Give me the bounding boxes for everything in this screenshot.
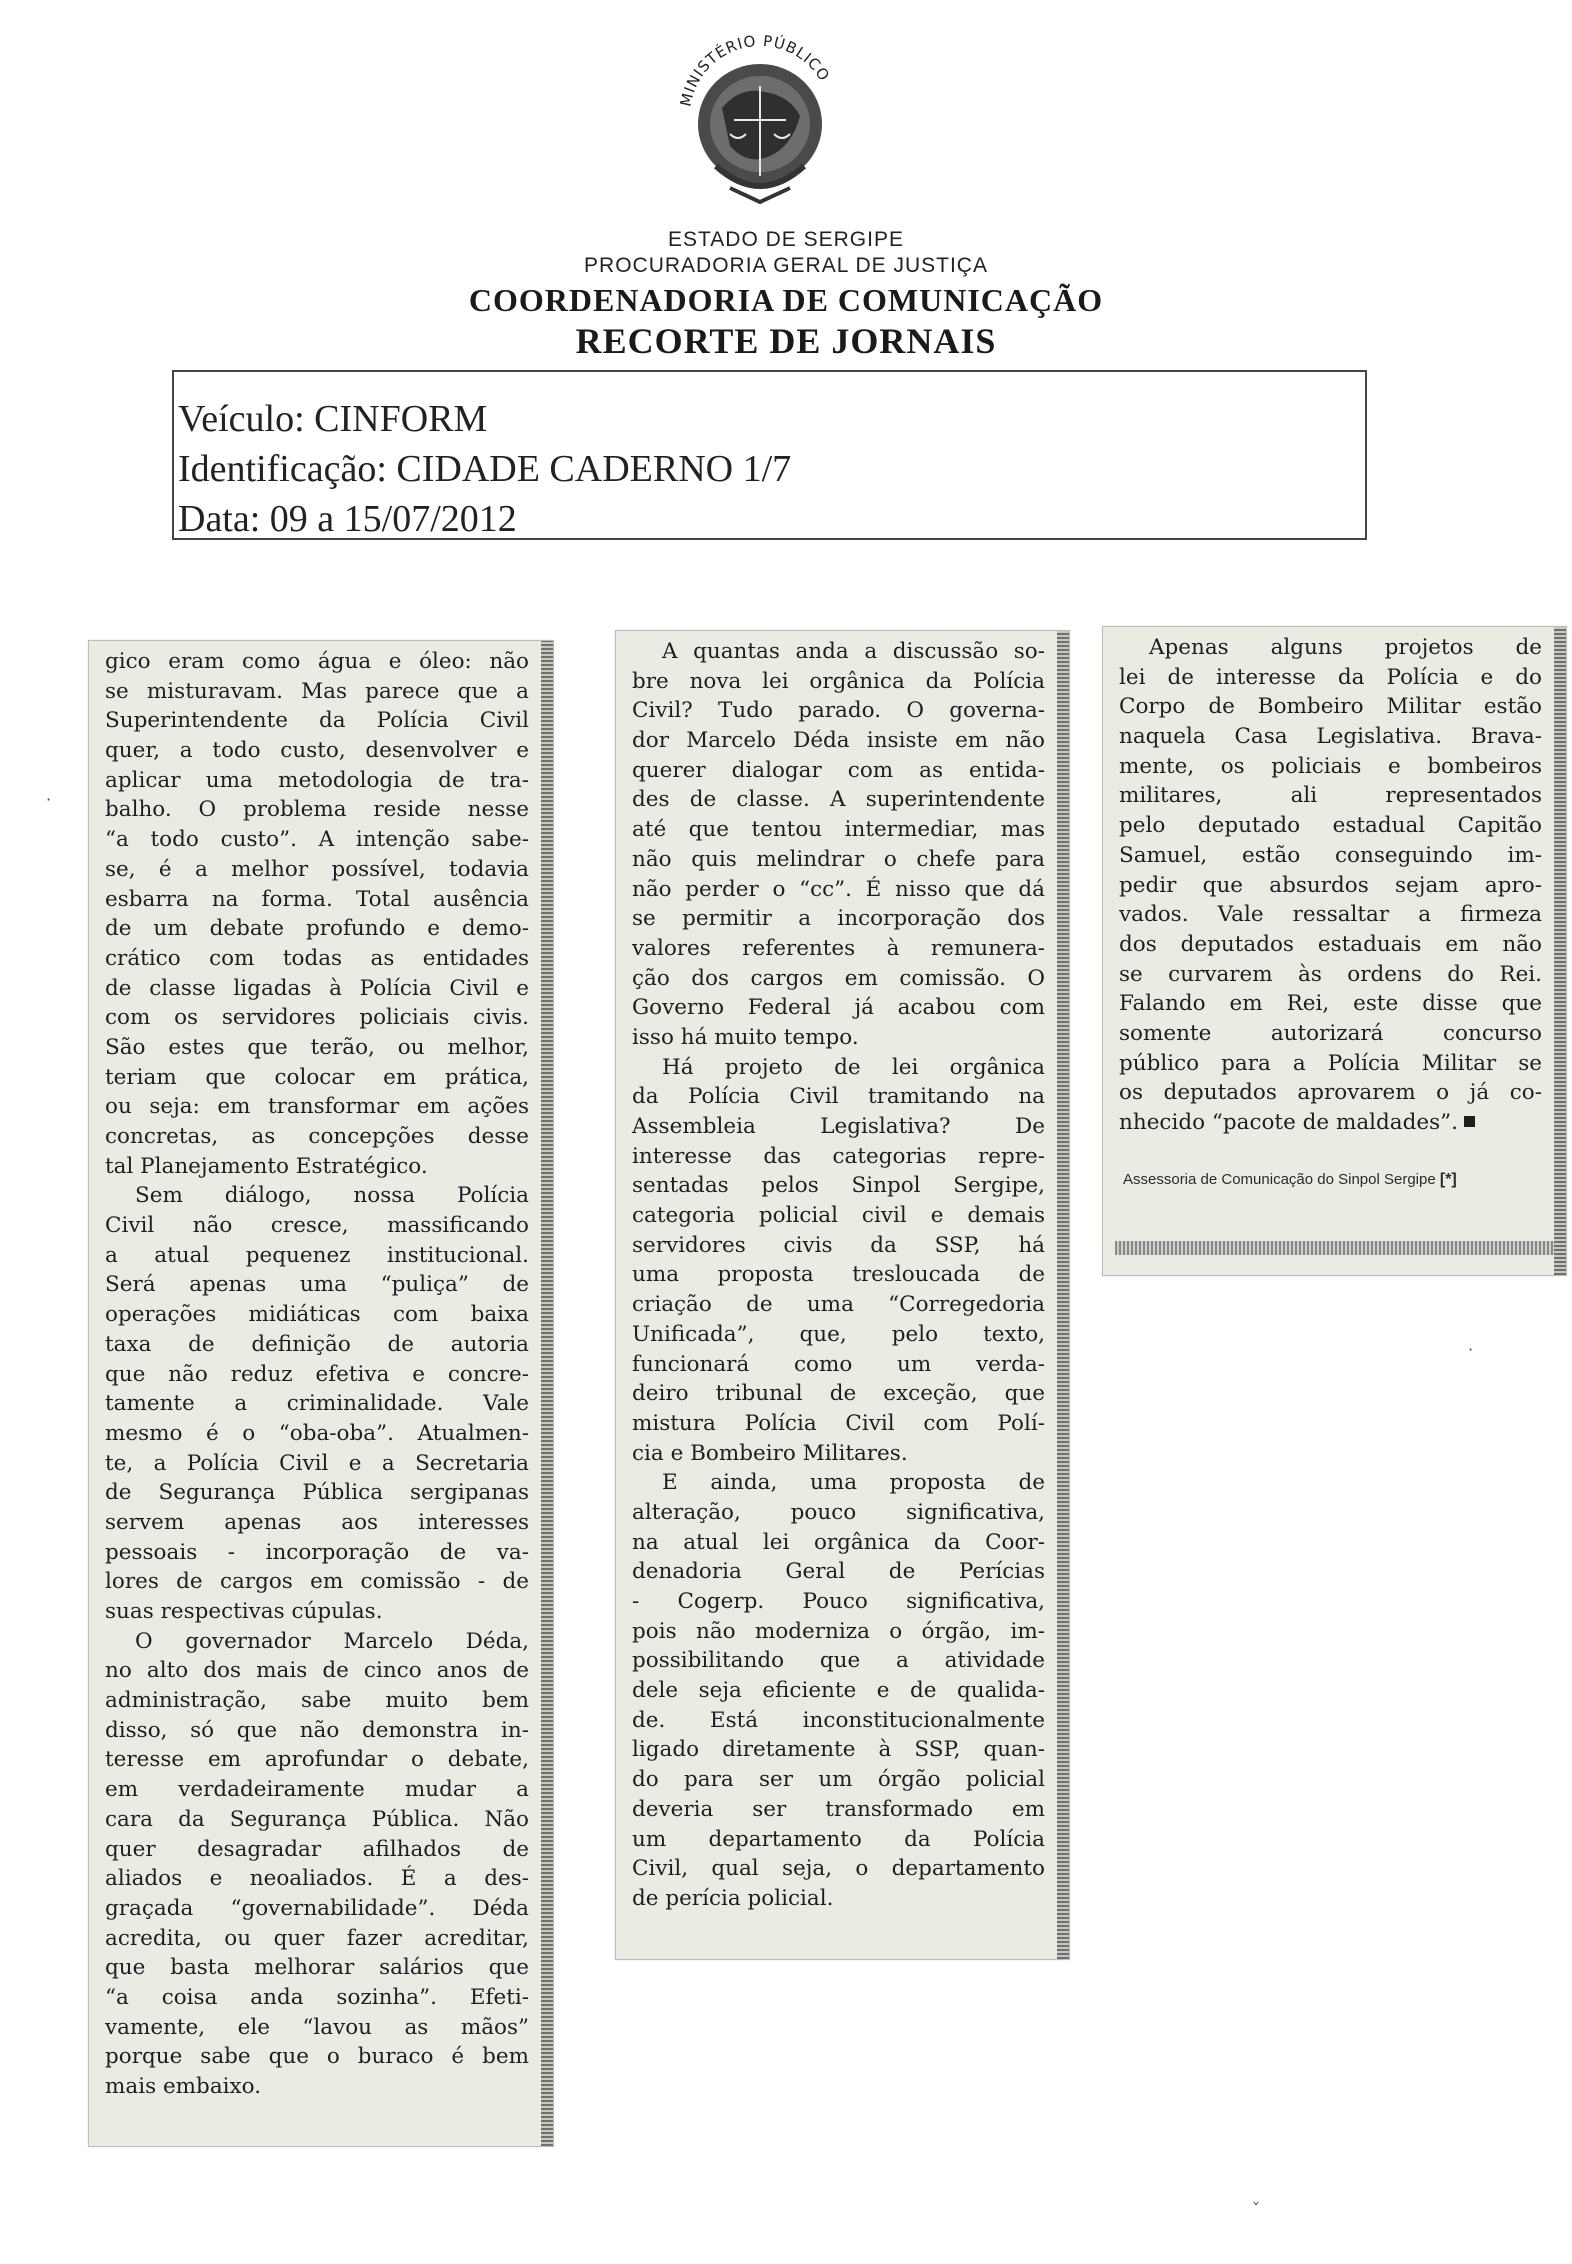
article-line: acredita, ou quer fazer acreditar,: [105, 1925, 529, 1951]
article-line: com os servidores policiais civis.: [105, 1005, 529, 1031]
article-line: E ainda, uma proposta de: [662, 1470, 1045, 1496]
article-line: vados. Vale ressaltar a firmeza: [1119, 902, 1542, 928]
article-line: interesse das categorias repre-: [632, 1143, 1045, 1169]
end-of-article-mark: [1464, 1116, 1475, 1127]
article-line: vamente, ele “lavou as mãos”: [105, 2014, 529, 2040]
article-line: da Polícia Civil tramitando na: [632, 1084, 1045, 1110]
article-column-3: [1102, 626, 1567, 1276]
article-line: se, é a melhor possível, todavia: [105, 856, 529, 882]
article-line: servem apenas aos interesses: [105, 1509, 529, 1535]
article-line: deiro tribunal de exceção, que: [632, 1381, 1045, 1407]
article-line: des de classe. A superintendente: [632, 787, 1045, 813]
article-line: alteração, pouco significativa,: [632, 1499, 1045, 1525]
article-line: sentadas pelos Sinpol Sergipe,: [632, 1173, 1045, 1199]
article-line: concretas, as concepções desse: [105, 1124, 529, 1149]
article-line: mais embaixo.: [105, 2074, 262, 2099]
article-line: dele seja eficiente e de qualida-: [632, 1678, 1045, 1704]
article-line: de um debate profundo e demo-: [105, 916, 529, 942]
article-line: teriam que colocar em prática,: [105, 1064, 529, 1090]
scan-speck: ·: [1468, 1340, 1474, 1359]
article-line: na atual lei orgânica da Coor-: [632, 1529, 1045, 1555]
article-line: Governo Federal já acabou com: [632, 995, 1045, 1021]
article-line: se permitir a incorporação dos: [632, 906, 1045, 932]
article-line: que não reduz efetiva e concre-: [105, 1361, 529, 1387]
article-line: administração, sabe muito bem: [105, 1688, 529, 1714]
article-line: Sem diálogo, nossa Polícia: [135, 1183, 529, 1209]
ministerio-publico-seal: [660, 16, 860, 216]
article-column-2: [615, 630, 1070, 1960]
info-identificacao: Identificação: CIDADE CADERNO 1/7: [178, 448, 792, 490]
article-line: criação de uma “Corregedoria: [632, 1292, 1045, 1318]
article-line: Superintendente da Polícia Civil: [105, 708, 529, 734]
article-line: graçada “governabilidade”. Déda: [105, 1895, 529, 1921]
article-line: nhecido “pacote de maldades”.: [1119, 1108, 1542, 1138]
article-line: de Segurança Pública sergipanas: [105, 1480, 529, 1506]
article-line: aliados e neoaliados. É a des-: [105, 1866, 529, 1892]
article-line: não perder o “cc”. É nisso que dá: [632, 876, 1045, 902]
clipping-info-box: [172, 370, 1367, 540]
signature-text: Assessoria de Comunicação do Sinpol Sergipe: [1123, 1171, 1436, 1188]
article-line: Apenas alguns projetos de: [1149, 635, 1542, 660]
article-line: não quis melindrar o chefe para: [632, 846, 1045, 872]
scan-speck: ·: [46, 790, 52, 809]
article-line: lei de interesse da Polícia e do: [1119, 664, 1542, 690]
article-line: no alto dos mais de cinco anos de: [105, 1658, 529, 1684]
article-column-1: [88, 640, 554, 2147]
article-line: Há projeto de lei orgânica: [662, 1054, 1045, 1080]
article-line: dor Marcelo Déda insiste em não: [632, 728, 1045, 754]
article-line: teresse em aprofundar o debate,: [105, 1747, 529, 1773]
signature-mark: [*]: [1439, 1171, 1457, 1188]
article-line: O governador Marcelo Déda,: [135, 1628, 529, 1654]
info-data: Data: 09 a 15/07/2012: [178, 498, 517, 540]
article-line: “a todo custo”. A intenção sabe-: [105, 827, 529, 853]
article-line: gico eram como água e óleo: não: [105, 649, 529, 674]
article-line: quer desagradar afilhados de: [105, 1836, 529, 1862]
article-line: crático com todas as entidades: [105, 945, 529, 971]
article-line: do para ser um órgão policial: [632, 1767, 1045, 1793]
article-line: militares, ali representados: [1119, 783, 1542, 809]
article-line: valores referentes à remunera-: [632, 935, 1045, 961]
article-line: ção dos cargos em comissão. O: [632, 965, 1045, 991]
info-veiculo: Veículo: CINFORM: [178, 398, 488, 440]
article-line: quer, a todo custo, desenvolver e: [105, 738, 529, 764]
header-coordenadoria: COORDENADORIA DE COMUNICAÇÃO: [468, 282, 1104, 318]
article-line: Civil? Tudo parado. O governa-: [632, 698, 1045, 724]
article-line: cara da Segurança Pública. Não: [105, 1806, 529, 1832]
article-line: mistura Polícia Civil com Polí-: [632, 1410, 1045, 1436]
article-line: Corpo de Bombeiro Militar estão: [1119, 694, 1542, 720]
article-line: tamente a criminalidade. Vale: [105, 1391, 529, 1417]
article-line: - Cogerp. Pouco significativa,: [632, 1589, 1045, 1614]
article-line: Será apenas uma “puliça” de: [105, 1272, 529, 1298]
article-column-3-text: [1119, 633, 1542, 1138]
article-line: até que tentou intermediar, mas: [632, 817, 1045, 843]
article-line: de. Está inconstitucionalmente: [632, 1707, 1045, 1733]
article-line: Civil não cresce, massificando: [105, 1213, 529, 1239]
article-line: funcionará como um verda-: [632, 1351, 1045, 1377]
article-line: os deputados aprovarem o já co-: [1119, 1080, 1542, 1106]
article-line: em verdadeiramente mudar a: [105, 1777, 529, 1803]
header-procuradoria: PROCURADORIA GERAL DE JUSTIÇA: [584, 254, 988, 277]
article-line: porque sabe que o buraco é bem: [105, 2044, 529, 2070]
article-line: deveria ser transformado em: [632, 1796, 1045, 1822]
header-state: ESTADO DE SERGIPE: [668, 228, 904, 251]
article-line: naquela Casa Legislativa. Brava-: [1119, 724, 1542, 750]
article-line: disso, só que não demonstra in-: [105, 1717, 529, 1743]
article-line: operações midiáticas com baixa: [105, 1302, 529, 1328]
article-line: suas respectivas cúpulas.: [105, 1599, 383, 1624]
article-line: esbarra na forma. Total ausência: [105, 886, 529, 912]
article-line: São estes que terão, ou melhor,: [105, 1034, 529, 1060]
article-line: a atual pequenez institucional.: [105, 1242, 529, 1268]
article-line: cia e Bombeiro Militares.: [632, 1440, 908, 1466]
article-line: Samuel, estão conseguindo im-: [1119, 842, 1542, 868]
article-line: bre nova lei orgânica da Polícia: [632, 668, 1045, 694]
article-line: Civil, qual seja, o departamento: [632, 1856, 1045, 1882]
article-line: tal Planejamento Estratégico.: [105, 1153, 428, 1179]
article-line: pessoais - incorporação de va-: [105, 1539, 529, 1565]
scan-speck: ˇ: [1252, 2200, 1260, 2219]
article-line: se curvarem às ordens do Rei.: [1119, 961, 1542, 987]
article-line: ligado diretamente à SSP, quan-: [632, 1737, 1045, 1763]
article-line: taxa de definição de autoria: [105, 1331, 529, 1357]
seal-text: MINISTÉRIO PÚBLICO: [676, 31, 834, 109]
article-line: aplicar uma metodologia de tra-: [105, 767, 529, 793]
article-line: lores de cargos em comissão - de: [105, 1569, 529, 1595]
article-line: dos deputados estaduais em não: [1119, 931, 1542, 957]
article-line: pelo deputado estadual Capitão: [1119, 813, 1542, 839]
article-line: uma proposta tresloucada de: [632, 1262, 1045, 1288]
article-line: categoria policial civil e demais: [632, 1203, 1045, 1229]
article-line: isso há muito tempo.: [632, 1024, 859, 1050]
article-line: denadoria Geral de Perícias: [632, 1559, 1045, 1585]
article-line: possibilitando que a atividade: [632, 1648, 1045, 1674]
article-line: querer dialogar com as entida-: [632, 757, 1045, 783]
article-line: Falando em Rei, este disse que: [1119, 991, 1542, 1017]
article-line: A quantas anda a discussão so-: [662, 639, 1045, 664]
header-recorte: RECORTE DE JORNAIS: [575, 321, 997, 361]
article-line: servidores civis da SSP, há: [632, 1232, 1045, 1258]
article-line: se misturavam. Mas parece que a: [105, 678, 529, 704]
article-line: um departamento da Polícia: [632, 1826, 1045, 1852]
article-signature: [1123, 1171, 1457, 1189]
article-line: pois não moderniza o órgão, im-: [632, 1618, 1045, 1644]
article-line: público para a Polícia Militar se: [1119, 1050, 1542, 1076]
article-line: balho. O problema reside nesse: [105, 797, 529, 823]
article-line: de classe ligadas à Polícia Civil e: [105, 975, 529, 1001]
article-line: pedir que absurdos sejam apro-: [1119, 872, 1542, 898]
article-column-1-text: [105, 647, 529, 2102]
article-line: mente, os policiais e bombeiros: [1119, 753, 1542, 779]
article-line: de perícia policial.: [632, 1885, 834, 1911]
article-line: te, a Polícia Civil e a Secretaria: [105, 1450, 529, 1476]
article-line: que basta melhorar salários que: [105, 1955, 529, 1981]
article-line: mesmo é o “oba-oba”. Atualmen-: [105, 1420, 529, 1446]
article-line: “a coisa anda sozinha”. Efeti-: [105, 1984, 529, 2010]
article-line: somente autorizará concurso: [1119, 1020, 1542, 1046]
article-line: Unificada”, que, pelo texto,: [632, 1321, 1045, 1347]
article-line: ou seja: em transformar em ações: [105, 1094, 529, 1120]
article-column-2-text: [632, 637, 1045, 1914]
article-line: Assembleia Legislativa? De: [632, 1114, 1045, 1139]
